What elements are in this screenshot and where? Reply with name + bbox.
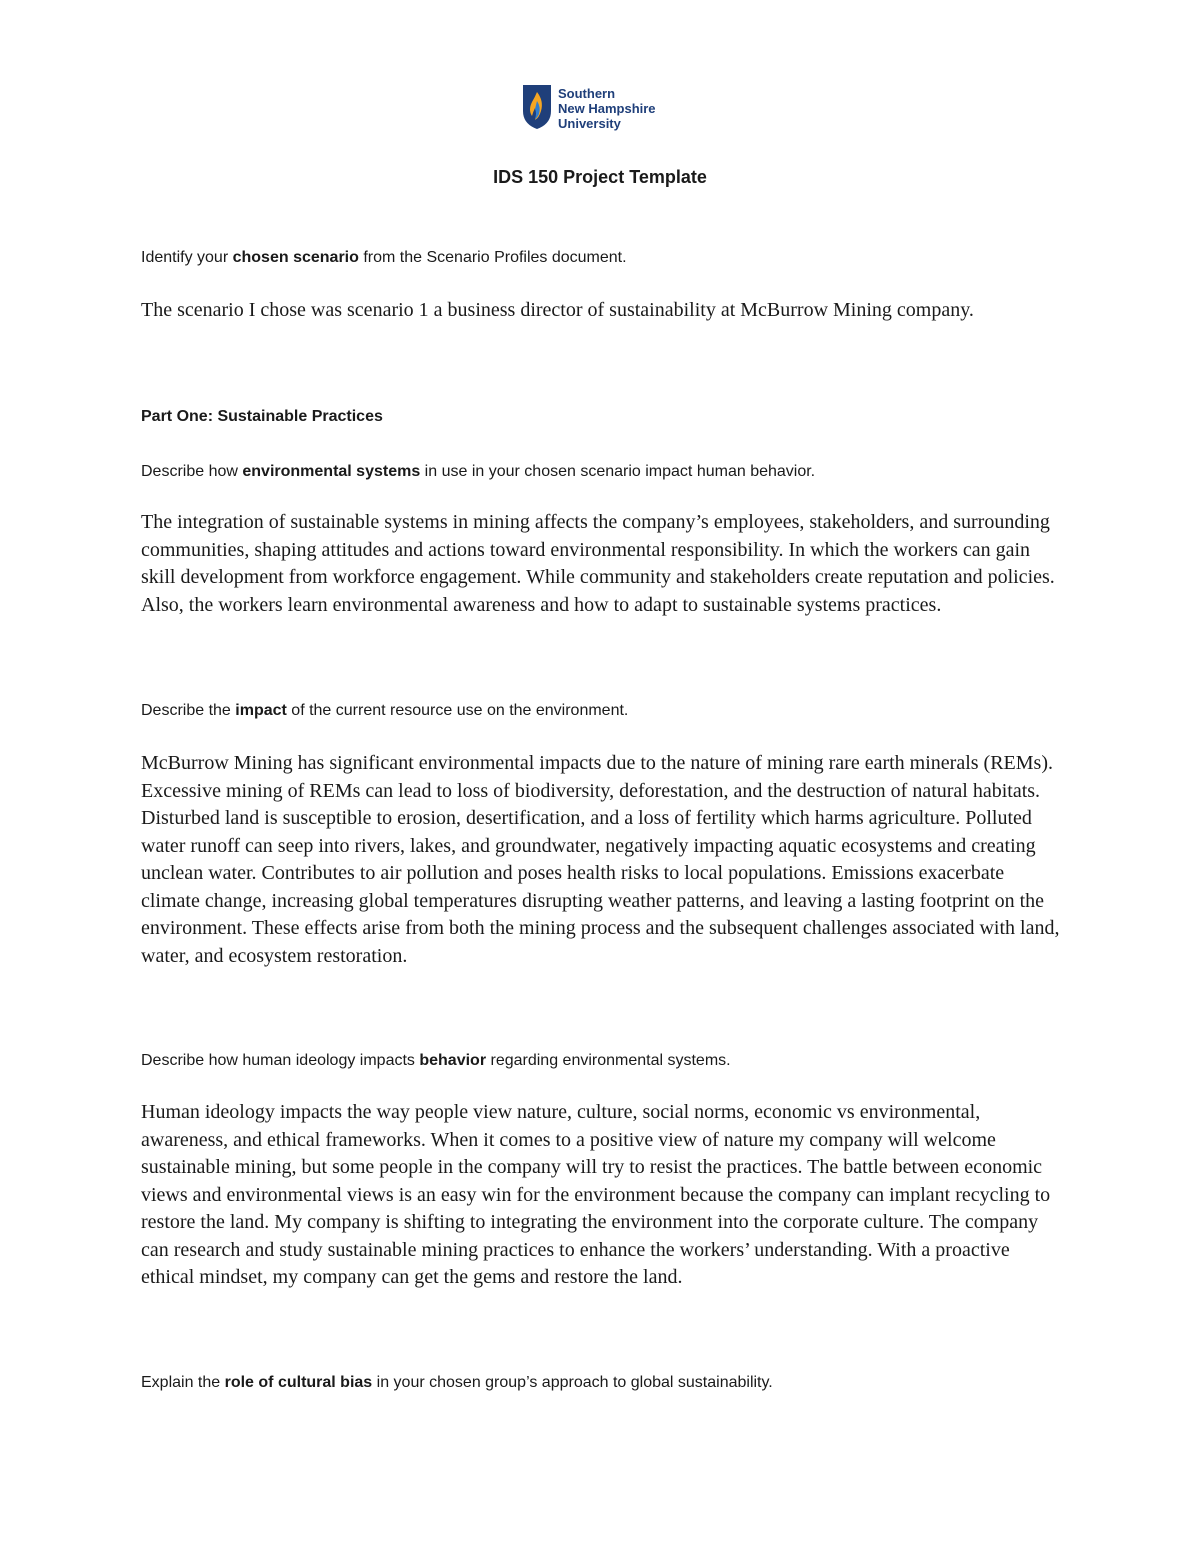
- logo-wordmark: [558, 86, 656, 131]
- logo-line-1: Southern: [558, 86, 616, 101]
- document-title: IDS 150 Project Template: [493, 167, 707, 187]
- logo-line-2: New Hampshire: [558, 101, 656, 116]
- logo-line-3: University: [558, 116, 621, 131]
- question-1-prompt: Describe how environmental systems in use in your chosen scenario impact human behavior.: [141, 463, 816, 480]
- question-4-prompt: Explain the role of cultural bias in your chosen group’s approach to global sustainability.: [141, 1374, 773, 1391]
- shield-flame-icon: [522, 84, 552, 130]
- university-logo: [522, 84, 656, 131]
- question-2-answer: McBurrow Mining has significant environmental impacts due to the nature of mining rare earth minerals (REMs). Excessive mining of REMs can lead to loss of biodiversity, deforestation, and the destruction of natural habitats. Disturbed land is susceptible to erosion, desertification, and a loss of fertility which harms agriculture. Polluted water runoff can seep into rivers, lakes, and groundwater, negatively impacting aquatic ecosystems and creating unclean water. Contributes to air pollution and poses health risks to local populations. Emissions exacerbate climate change, increasing global temperatures disrupting weather patterns, and leaving a lasting footprint on the environment. These effects arise from both the mining process and the subsequent challenges associated with land, water, and ecosystem restoration.: [141, 752, 1060, 967]
- question-3-prompt: Describe how human ideology impacts behavior regarding environmental systems.: [141, 1052, 731, 1069]
- question-3-answer: Human ideology impacts the way people view nature, culture, social norms, economic vs environmental, awareness, and ethical frameworks. When it comes to a positive view of nature my company will welcome sustainable mining, but some people in the company will try to resist the practices. The battle between economic views and environmental views is an easy win for the environment because the company can implant recycling to restore the land. My company is shifting to integrating the environment into the corporate culture. The company can research and study sustainable mining practices to enhance the workers’ understanding. With a proactive ethical mindset, my company can get the gems and restore the land.: [141, 1101, 1051, 1288]
- part-one-heading: Part One: Sustainable Practices: [141, 408, 383, 425]
- scenario-prompt: Identify your chosen scenario from the Scenario Profiles document.: [141, 249, 627, 266]
- question-1-answer: The integration of sustainable systems in mining affects the company’s employees, stakeholders, and surrounding communities, shaping attitudes and actions toward environmental responsibility. In which the workers can gain skill development from workforce engagement. While community and stakeholders create reputation and policies. Also, the workers learn environmental awareness and how to adapt to sustainable systems practices.: [141, 511, 1055, 616]
- scenario-answer: The scenario I chose was scenario 1 a business director of sustainability at McBurrow Mining company.: [141, 299, 974, 321]
- question-2-prompt: Describe the impact of the current resource use on the environment.: [141, 702, 629, 719]
